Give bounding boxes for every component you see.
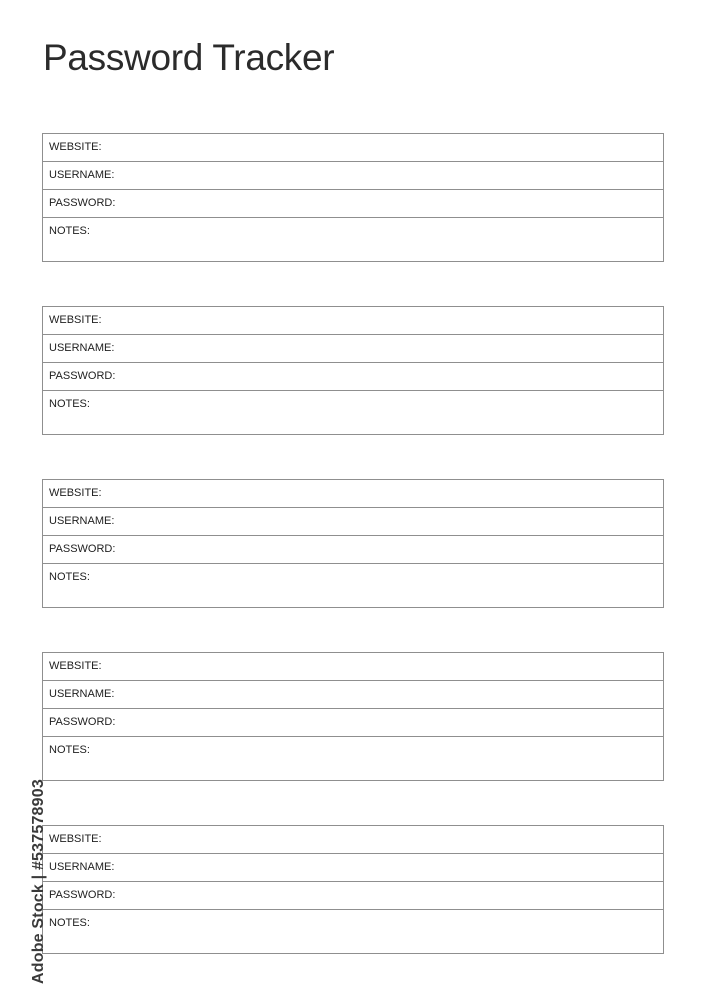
watermark-text: Adobe Stock | #537578903: [30, 779, 47, 984]
password-entry-5: [42, 825, 664, 954]
website-field[interactable]: WEBSITE:: [43, 134, 663, 162]
username-field[interactable]: USERNAME:: [43, 854, 663, 882]
password-field[interactable]: PASSWORD:: [43, 709, 663, 737]
page-title: Password Tracker: [43, 37, 335, 78]
username-field[interactable]: USERNAME:: [43, 508, 663, 536]
password-field[interactable]: PASSWORD:: [43, 536, 663, 564]
notes-field[interactable]: NOTES:: [49, 398, 90, 410]
password-entry-3: [42, 479, 664, 608]
username-field[interactable]: USERNAME:: [43, 162, 663, 190]
password-entry-4: [42, 652, 664, 781]
website-field[interactable]: WEBSITE:: [43, 307, 663, 335]
website-field[interactable]: WEBSITE:: [43, 826, 663, 854]
password-field[interactable]: PASSWORD:: [43, 190, 663, 218]
notes-field[interactable]: NOTES:: [49, 571, 90, 583]
password-field[interactable]: PASSWORD:: [43, 882, 663, 910]
notes-field[interactable]: NOTES:: [49, 744, 90, 756]
notes-field[interactable]: NOTES:: [49, 917, 90, 929]
password-entries: [42, 133, 664, 998]
website-field[interactable]: WEBSITE:: [43, 480, 663, 508]
password-field[interactable]: PASSWORD:: [43, 363, 663, 391]
username-field[interactable]: USERNAME:: [43, 681, 663, 709]
password-entry-2: [42, 306, 664, 435]
notes-field[interactable]: NOTES:: [49, 225, 90, 237]
website-field[interactable]: WEBSITE:: [43, 653, 663, 681]
username-field[interactable]: USERNAME:: [43, 335, 663, 363]
password-entry-1: [42, 133, 664, 262]
stock-watermark: [8, 764, 47, 984]
